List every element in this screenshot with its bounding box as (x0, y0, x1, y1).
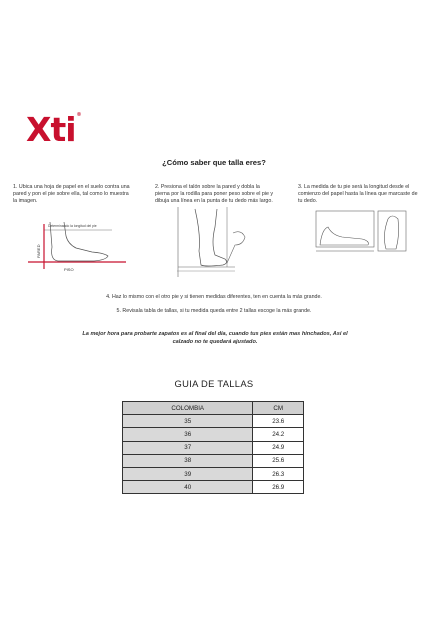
step-3-text: 3. La medida de tu pie será la longitud desde el comienzo del papel hasta la línea que marcaste de tu dedo. (298, 184, 418, 204)
size-guide-title: GUIA DE TALLAS (174, 378, 254, 389)
column-header-cm: CM (253, 402, 304, 415)
table-row (123, 481, 304, 494)
step-5-text: 5. Revisala tabla de tallas, si tu medida queda entre 2 tallas escoge la más grande. (116, 308, 312, 314)
size-colombia-cell: 37 (123, 441, 253, 454)
hand-outline (227, 232, 245, 263)
size-cm-cell: 26.9 (253, 481, 304, 494)
page-heading: ¿Cómo saber que talla eres? (162, 158, 266, 167)
foot-top-outline (384, 216, 398, 249)
leg-press-illustration (175, 207, 257, 281)
table-row (123, 428, 304, 441)
size-colombia-cell: 39 (123, 467, 253, 480)
size-table (122, 401, 304, 494)
wall-label: PARED (36, 244, 41, 258)
size-colombia-cell: 38 (123, 454, 253, 467)
leg-outline (195, 209, 227, 266)
size-cm-cell: 24.9 (253, 441, 304, 454)
size-colombia-cell: 36 (123, 428, 253, 441)
xti-logo (26, 110, 81, 149)
size-cm-cell: 26.3 (253, 467, 304, 480)
paper-top-view (378, 211, 406, 251)
step-4-text: 4. Haz lo mismo con el otro pie y si tienen medidas diferentes, ten en cuenta la más grande. (106, 294, 322, 300)
table-header-row (123, 402, 304, 415)
size-cm-cell: 25.6 (253, 454, 304, 467)
table-row (123, 454, 304, 467)
paper-side-view (316, 211, 374, 247)
illustration-caption: Determinando la longitud del pie (48, 224, 97, 228)
foot-side-outline (320, 227, 368, 245)
logo-text: Xti (26, 110, 76, 149)
table-row (123, 467, 304, 480)
size-cm-cell: 24.2 (253, 428, 304, 441)
table-row (123, 441, 304, 454)
step-2-text: 2. Presiona el talón sobre la pared y dobla la pierna por la rodilla para poner peso sobre el pie y dibuja una línea en la punta de tu dedo más largo. (155, 184, 274, 204)
column-header-colombia: COLOMBIA (123, 402, 253, 415)
foot-wall-illustration (14, 214, 132, 278)
table-row (123, 415, 304, 428)
size-colombia-cell: 40 (123, 481, 253, 494)
foot-measure-illustration (312, 205, 410, 257)
size-colombia-cell: 35 (123, 415, 253, 428)
step-1-text: 1. Ubica una hoja de papel en el suelo contra una pared y pon el pie sobre ella, tal como lo muestra la imagen. (13, 184, 130, 204)
size-cm-cell: 23.6 (253, 415, 304, 428)
registered-mark-icon: ® (76, 112, 81, 118)
floor-label: PISO (64, 267, 74, 272)
fitting-tip-note: La mejor hora para probarte zapatos es al final del día, cuando tus pies están mas hinchados, Así el calzado no te quedará ajustado. (82, 331, 348, 345)
